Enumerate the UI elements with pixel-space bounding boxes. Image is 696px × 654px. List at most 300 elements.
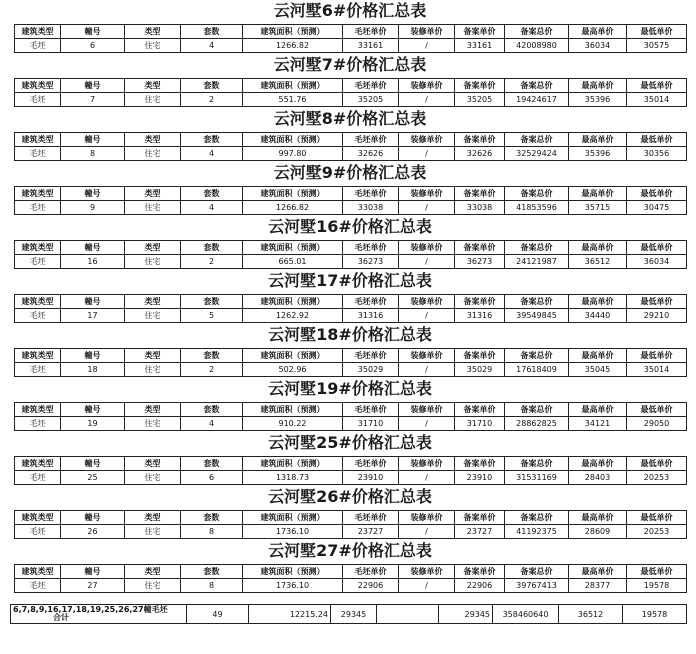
header-cell: 建筑类型 — [15, 295, 61, 309]
cell: 1736.10 — [243, 579, 343, 593]
header-cell: 备案总价 — [505, 457, 569, 471]
cell: 28862825 — [505, 417, 569, 431]
cell: 665.01 — [243, 255, 343, 269]
header-cell: 最高单价 — [569, 295, 627, 309]
cell: 29210 — [627, 309, 687, 323]
summary-block — [14, 488, 686, 548]
header-cell: 套数 — [181, 565, 243, 579]
cell: 23910 — [343, 471, 399, 485]
total-area: 12215.24 — [249, 605, 331, 624]
header-cell: 装修单价 — [399, 403, 455, 417]
cell: 毛坯 — [15, 93, 61, 107]
header-cell: 幢号 — [61, 565, 125, 579]
cell: 41192375 — [505, 525, 569, 539]
total-record-unit: 29345 — [439, 605, 493, 624]
summary-block — [14, 542, 686, 602]
header-cell: 装修单价 — [399, 241, 455, 255]
cell: 9 — [61, 201, 125, 215]
header-cell: 套数 — [181, 187, 243, 201]
cell: 毛坯 — [15, 147, 61, 161]
summary-block — [14, 272, 686, 332]
total-label-line: 合计 — [53, 613, 69, 622]
cell: 住宅 — [125, 525, 181, 539]
header-cell: 类型 — [125, 295, 181, 309]
header-row — [15, 79, 687, 93]
table-title: 云河墅27#价格汇总表 — [268, 541, 432, 560]
header-cell: 套数 — [181, 457, 243, 471]
cell: 25 — [61, 471, 125, 485]
cell: / — [399, 471, 455, 485]
header-cell: 套数 — [181, 511, 243, 525]
header-cell: 类型 — [125, 133, 181, 147]
summary-table — [14, 240, 687, 269]
cell: 42008980 — [505, 39, 569, 53]
header-row — [15, 295, 687, 309]
header-cell: 建筑面积（预测） — [243, 25, 343, 39]
grand-total-block — [10, 604, 686, 624]
header-cell: 最低单价 — [627, 403, 687, 417]
header-cell: 类型 — [125, 79, 181, 93]
cell: 毛坯 — [15, 363, 61, 377]
cell: 551.76 — [243, 93, 343, 107]
header-row — [15, 511, 687, 525]
cell: 29050 — [627, 417, 687, 431]
cell: 34440 — [569, 309, 627, 323]
cell: 23727 — [455, 525, 505, 539]
summary-block — [14, 326, 686, 386]
cell: 住宅 — [125, 579, 181, 593]
header-cell: 类型 — [125, 403, 181, 417]
cell: / — [399, 147, 455, 161]
cell: 住宅 — [125, 255, 181, 269]
cell: 毛坯 — [15, 201, 61, 215]
header-cell: 最低单价 — [627, 133, 687, 147]
cell: 17 — [61, 309, 125, 323]
header-cell: 建筑类型 — [15, 187, 61, 201]
header-cell: 类型 — [125, 349, 181, 363]
cell: 36273 — [455, 255, 505, 269]
header-cell: 建筑类型 — [15, 133, 61, 147]
header-cell: 套数 — [181, 349, 243, 363]
header-cell: 装修单价 — [399, 187, 455, 201]
table-title: 云河墅25#价格汇总表 — [268, 433, 432, 452]
cell: 毛坯 — [15, 579, 61, 593]
cell: 28609 — [569, 525, 627, 539]
total-label — [11, 605, 187, 624]
cell: 1318.73 — [243, 471, 343, 485]
cell: 4 — [181, 201, 243, 215]
header-cell: 建筑类型 — [15, 565, 61, 579]
cell: 30356 — [627, 147, 687, 161]
header-cell: 幢号 — [61, 403, 125, 417]
cell: 36273 — [343, 255, 399, 269]
cell: 35014 — [627, 93, 687, 107]
header-cell: 备案总价 — [505, 565, 569, 579]
cell: 毛坯 — [15, 255, 61, 269]
cell: 1736.10 — [243, 525, 343, 539]
cell: 毛坯 — [15, 309, 61, 323]
table-title: 云河墅16#价格汇总表 — [268, 217, 432, 236]
cell: 30575 — [627, 39, 687, 53]
cell: 23727 — [343, 525, 399, 539]
table-row — [15, 93, 687, 107]
cell: 32626 — [343, 147, 399, 161]
summary-table — [14, 294, 687, 323]
header-row — [15, 25, 687, 39]
header-cell: 建筑面积（预测） — [243, 295, 343, 309]
cell: 1262.92 — [243, 309, 343, 323]
header-cell: 备案单价 — [455, 511, 505, 525]
cell: 19578 — [627, 579, 687, 593]
cell: 4 — [181, 39, 243, 53]
cell: 35205 — [455, 93, 505, 107]
cell: 33038 — [343, 201, 399, 215]
header-cell: 备案单价 — [455, 403, 505, 417]
header-cell: 备案总价 — [505, 25, 569, 39]
header-cell: 类型 — [125, 511, 181, 525]
header-cell: 建筑类型 — [15, 457, 61, 471]
cell: 27 — [61, 579, 125, 593]
header-cell: 备案总价 — [505, 79, 569, 93]
header-cell: 建筑面积（预测） — [243, 349, 343, 363]
cell: 住宅 — [125, 309, 181, 323]
header-cell: 毛坯单价 — [343, 187, 399, 201]
summary-table — [14, 510, 687, 539]
cell: 35396 — [569, 93, 627, 107]
header-cell: 幢号 — [61, 79, 125, 93]
cell: 毛坯 — [15, 471, 61, 485]
cell: 34121 — [569, 417, 627, 431]
total-count: 49 — [187, 605, 249, 624]
cell: / — [399, 201, 455, 215]
header-cell: 备案单价 — [455, 565, 505, 579]
header-cell: 建筑面积（预测） — [243, 79, 343, 93]
cell: 24121987 — [505, 255, 569, 269]
cell: 35715 — [569, 201, 627, 215]
table-row — [15, 201, 687, 215]
header-row — [15, 565, 687, 579]
cell: 住宅 — [125, 201, 181, 215]
table-title: 云河墅7#价格汇总表 — [273, 55, 427, 74]
header-cell: 毛坯单价 — [343, 565, 399, 579]
header-cell: 幢号 — [61, 25, 125, 39]
header-row — [15, 403, 687, 417]
table-title: 云河墅8#价格汇总表 — [273, 109, 427, 128]
summary-block — [14, 434, 686, 494]
header-cell: 建筑类型 — [15, 241, 61, 255]
header-cell: 最高单价 — [569, 241, 627, 255]
header-cell: 最低单价 — [627, 457, 687, 471]
summary-table — [14, 24, 687, 53]
cell: 4 — [181, 417, 243, 431]
header-cell: 建筑类型 — [15, 403, 61, 417]
header-cell: 最低单价 — [627, 565, 687, 579]
cell: 4 — [181, 147, 243, 161]
total-max: 36512 — [559, 605, 623, 624]
table-row — [15, 417, 687, 431]
header-cell: 毛坯单价 — [343, 403, 399, 417]
summary-block — [14, 380, 686, 440]
cell: 36512 — [569, 255, 627, 269]
cell: 35396 — [569, 147, 627, 161]
cell: 住宅 — [125, 93, 181, 107]
cell: 32529424 — [505, 147, 569, 161]
cell: 31531169 — [505, 471, 569, 485]
header-cell: 最低单价 — [627, 349, 687, 363]
cell: 2 — [181, 255, 243, 269]
header-cell: 最高单价 — [569, 187, 627, 201]
cell: 8 — [181, 525, 243, 539]
cell: 31316 — [343, 309, 399, 323]
header-cell: 幢号 — [61, 511, 125, 525]
table-row — [15, 579, 687, 593]
header-cell: 建筑面积（预测） — [243, 187, 343, 201]
header-cell: 装修单价 — [399, 511, 455, 525]
header-cell: 建筑面积（预测） — [243, 457, 343, 471]
cell: 16 — [61, 255, 125, 269]
cell: 997.80 — [243, 147, 343, 161]
cell: 35014 — [627, 363, 687, 377]
header-row — [15, 187, 687, 201]
cell: 36034 — [569, 39, 627, 53]
cell: 33161 — [343, 39, 399, 53]
header-cell: 最高单价 — [569, 403, 627, 417]
header-cell: 装修单价 — [399, 133, 455, 147]
summary-table — [14, 564, 687, 593]
header-cell: 备案单价 — [455, 25, 505, 39]
header-cell: 最高单价 — [569, 25, 627, 39]
header-cell: 备案单价 — [455, 79, 505, 93]
summary-block — [14, 56, 686, 116]
cell: 8 — [181, 579, 243, 593]
cell: 35205 — [343, 93, 399, 107]
cell: 7 — [61, 93, 125, 107]
cell: 8 — [61, 147, 125, 161]
header-cell: 建筑面积（预测） — [243, 511, 343, 525]
header-cell: 备案单价 — [455, 295, 505, 309]
header-cell: 最低单价 — [627, 187, 687, 201]
cell: 毛坯 — [15, 39, 61, 53]
header-cell: 幢号 — [61, 133, 125, 147]
header-cell: 最低单价 — [627, 511, 687, 525]
cell: 1266.82 — [243, 39, 343, 53]
header-cell: 最高单价 — [569, 349, 627, 363]
header-cell: 最高单价 — [569, 511, 627, 525]
header-cell: 毛坯单价 — [343, 295, 399, 309]
cell: 毛坯 — [15, 525, 61, 539]
header-cell: 幢号 — [61, 241, 125, 255]
header-cell: 建筑面积（预测） — [243, 403, 343, 417]
header-cell: 装修单价 — [399, 349, 455, 363]
cell: 19424617 — [505, 93, 569, 107]
cell: 18 — [61, 363, 125, 377]
cell: 35029 — [343, 363, 399, 377]
cell: 35045 — [569, 363, 627, 377]
cell: 32626 — [455, 147, 505, 161]
header-cell: 套数 — [181, 79, 243, 93]
total-min: 19578 — [623, 605, 687, 624]
table-row — [15, 525, 687, 539]
header-cell: 最低单价 — [627, 295, 687, 309]
total-decor-price — [377, 605, 439, 624]
header-cell: 备案总价 — [505, 241, 569, 255]
header-cell: 装修单价 — [399, 25, 455, 39]
header-cell: 最高单价 — [569, 79, 627, 93]
table-row — [15, 471, 687, 485]
table-row — [15, 147, 687, 161]
total-label-line: 6,7,8,9,16,17,18,19,25,26,27幢毛坯 — [13, 605, 168, 614]
cell: 41853596 — [505, 201, 569, 215]
header-cell: 装修单价 — [399, 295, 455, 309]
cell: 毛坯 — [15, 417, 61, 431]
header-cell: 套数 — [181, 133, 243, 147]
header-cell: 毛坯单价 — [343, 79, 399, 93]
header-cell: 备案单价 — [455, 187, 505, 201]
header-cell: 类型 — [125, 241, 181, 255]
cell: / — [399, 579, 455, 593]
cell: 31316 — [455, 309, 505, 323]
cell: 住宅 — [125, 417, 181, 431]
cell: 22906 — [343, 579, 399, 593]
summary-block — [14, 218, 686, 278]
header-cell: 最高单价 — [569, 457, 627, 471]
header-cell: 毛坯单价 — [343, 241, 399, 255]
header-cell: 毛坯单价 — [343, 25, 399, 39]
header-cell: 备案总价 — [505, 133, 569, 147]
header-cell: 毛坯单价 — [343, 511, 399, 525]
summary-block — [14, 110, 686, 170]
header-cell: 套数 — [181, 295, 243, 309]
header-row — [15, 457, 687, 471]
cell: 36034 — [627, 255, 687, 269]
summary-table — [14, 186, 687, 215]
header-cell: 备案单价 — [455, 241, 505, 255]
header-cell: 建筑类型 — [15, 349, 61, 363]
cell: / — [399, 309, 455, 323]
header-cell: 建筑面积（预测） — [243, 241, 343, 255]
cell: 19 — [61, 417, 125, 431]
cell: / — [399, 525, 455, 539]
cell: / — [399, 39, 455, 53]
header-row — [15, 349, 687, 363]
cell: 住宅 — [125, 39, 181, 53]
cell: 39549845 — [505, 309, 569, 323]
summary-block — [14, 164, 686, 224]
cell: 住宅 — [125, 471, 181, 485]
summary-table — [14, 78, 687, 107]
header-cell: 备案总价 — [505, 295, 569, 309]
header-cell: 建筑面积（预测） — [243, 565, 343, 579]
cell: 2 — [181, 363, 243, 377]
header-cell: 建筑类型 — [15, 25, 61, 39]
cell: 31710 — [455, 417, 505, 431]
summary-block — [14, 2, 686, 62]
header-cell: 建筑面积（预测） — [243, 133, 343, 147]
cell: 住宅 — [125, 147, 181, 161]
header-cell: 最低单价 — [627, 79, 687, 93]
header-cell: 毛坯单价 — [343, 349, 399, 363]
cell: 住宅 — [125, 363, 181, 377]
table-row — [15, 309, 687, 323]
header-cell: 备案单价 — [455, 457, 505, 471]
table-title: 云河墅18#价格汇总表 — [268, 325, 432, 344]
table-title: 云河墅9#价格汇总表 — [273, 163, 427, 182]
header-cell: 备案单价 — [455, 349, 505, 363]
header-cell: 备案总价 — [505, 349, 569, 363]
header-cell: 备案总价 — [505, 511, 569, 525]
cell: / — [399, 255, 455, 269]
header-cell: 毛坯单价 — [343, 133, 399, 147]
header-cell: 备案总价 — [505, 187, 569, 201]
table-row — [15, 39, 687, 53]
total-row — [11, 605, 687, 624]
header-cell: 建筑类型 — [15, 511, 61, 525]
cell: 502.96 — [243, 363, 343, 377]
cell: 2 — [181, 93, 243, 107]
summary-table — [14, 456, 687, 485]
cell: 30475 — [627, 201, 687, 215]
header-cell: 备案单价 — [455, 133, 505, 147]
header-cell: 类型 — [125, 187, 181, 201]
header-cell: 最低单价 — [627, 25, 687, 39]
header-cell: 装修单价 — [399, 79, 455, 93]
header-cell: 类型 — [125, 457, 181, 471]
cell: 39767413 — [505, 579, 569, 593]
cell: 35029 — [455, 363, 505, 377]
cell: / — [399, 93, 455, 107]
header-cell: 幢号 — [61, 349, 125, 363]
cell: 17618409 — [505, 363, 569, 377]
header-cell: 毛坯单价 — [343, 457, 399, 471]
header-cell: 装修单价 — [399, 457, 455, 471]
header-cell: 套数 — [181, 25, 243, 39]
table-row — [15, 255, 687, 269]
table-title: 云河墅6#价格汇总表 — [273, 1, 427, 20]
cell: 1266.82 — [243, 201, 343, 215]
grand-total-table — [10, 604, 687, 624]
cell: / — [399, 363, 455, 377]
cell: 23910 — [455, 471, 505, 485]
header-cell: 最高单价 — [569, 565, 627, 579]
header-cell: 套数 — [181, 241, 243, 255]
header-cell: 最低单价 — [627, 241, 687, 255]
cell: 26 — [61, 525, 125, 539]
cell: 31710 — [343, 417, 399, 431]
cell: 5 — [181, 309, 243, 323]
header-cell: 建筑类型 — [15, 79, 61, 93]
cell: 33161 — [455, 39, 505, 53]
table-row — [15, 363, 687, 377]
summary-table — [14, 132, 687, 161]
total-unit-price: 29345 — [331, 605, 377, 624]
cell: 33038 — [455, 201, 505, 215]
table-title: 云河墅17#价格汇总表 — [268, 271, 432, 290]
header-cell: 类型 — [125, 565, 181, 579]
header-cell: 幢号 — [61, 187, 125, 201]
header-cell: 备案总价 — [505, 403, 569, 417]
cell: 28403 — [569, 471, 627, 485]
cell: 6 — [61, 39, 125, 53]
cell: 910.22 — [243, 417, 343, 431]
header-cell: 最高单价 — [569, 133, 627, 147]
header-cell: 装修单价 — [399, 565, 455, 579]
cell: 6 — [181, 471, 243, 485]
summary-table — [14, 348, 687, 377]
total-record-total: 358460640 — [493, 605, 559, 624]
header-row — [15, 241, 687, 255]
header-cell: 类型 — [125, 25, 181, 39]
cell: 28377 — [569, 579, 627, 593]
